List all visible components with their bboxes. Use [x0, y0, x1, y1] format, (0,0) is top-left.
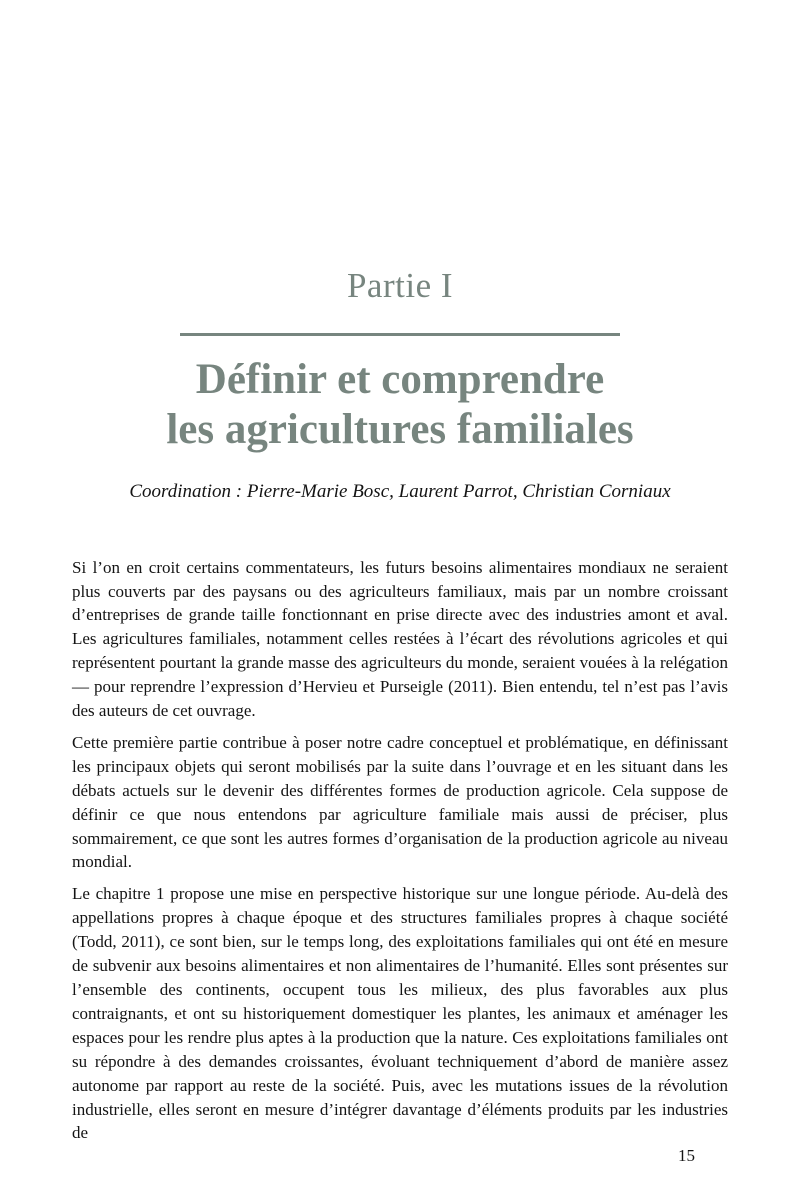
paragraph-1: Si l’on en croit certains commentateurs, les futurs besoins alimentaires mondiaux ne seraient plus couverts par des paysans ou des agriculteurs familiaux, mais par un nombre croissant d’entreprises de grande taille fonctionnant en prise directe avec des industries amont et aval. Les agricultures familiales, notamment celles restées à l’écart des révolutions agricoles et qui représentent pourtant la grande masse des agriculteurs du monde, seraient vouées à la relégation — pour reprendre l’expression d’Hervieu et Purseigle (2011). Bien entendu, tel n’est pas l’avis des auteurs de cet ouvrage. — [72, 557, 728, 721]
paragraph-3: Le chapitre 1 propose une mise en perspective historique sur une longue période. Au-delà des appellations propres à chaque époque et des structures familiales propres à chaque société (Todd, 2011), ce sont bien, sur le temps long, des exploitations familiales qui ont été en mesure de subvenir aux besoins alimentaires et non alimentaires de l’humanité. Elles sont présentes sur l’ensemble des continents, occupent tous les milieux, des plus favorables aux plus contraignants, et ont su historiquement domestiquer les plantes, les animaux et aménager les espaces pour les rendre plus aptes à la production que la nature. Ces exploitations familiales ont su répondre à des demandes croissantes, évoluant techniquement d’abord de manière assez autonome par rapport au reste de la société. Puis, avec les mutations issues de la révolution industrielle, elles seront en mesure d’intégrer davantage d’éléments produits par les industries de — [72, 884, 728, 1143]
part-label: Partie I — [346, 266, 454, 305]
part-title — [0, 355, 800, 456]
body-text — [72, 556, 728, 1146]
page-number: 15 — [678, 1146, 695, 1165]
paragraph-2: Cette première partie contribue à poser notre cadre conceptuel et problématique, en définissant les principaux objets qui seront mobilisés par la suite dans l’ouvrage et en les situant dans les débats actuels sur le devenir des différentes formes de production agricole. Cela suppose de définir ce que nous entendons par agriculture familiale mais aussi de préciser, plus sommairement, ce que sont les autres formes d’organisation de la production agricole au niveau mondial. — [72, 732, 728, 872]
part-title-line-1: Définir et comprendre — [195, 356, 605, 403]
part-header — [0, 0, 800, 503]
coordination-line: Coordination : Pierre-Marie Bosc, Laurent Parrot, Christian Corniaux — [129, 480, 671, 502]
part-title-line-2: les agricultures familiales — [166, 406, 634, 454]
part-divider — [180, 333, 620, 336]
